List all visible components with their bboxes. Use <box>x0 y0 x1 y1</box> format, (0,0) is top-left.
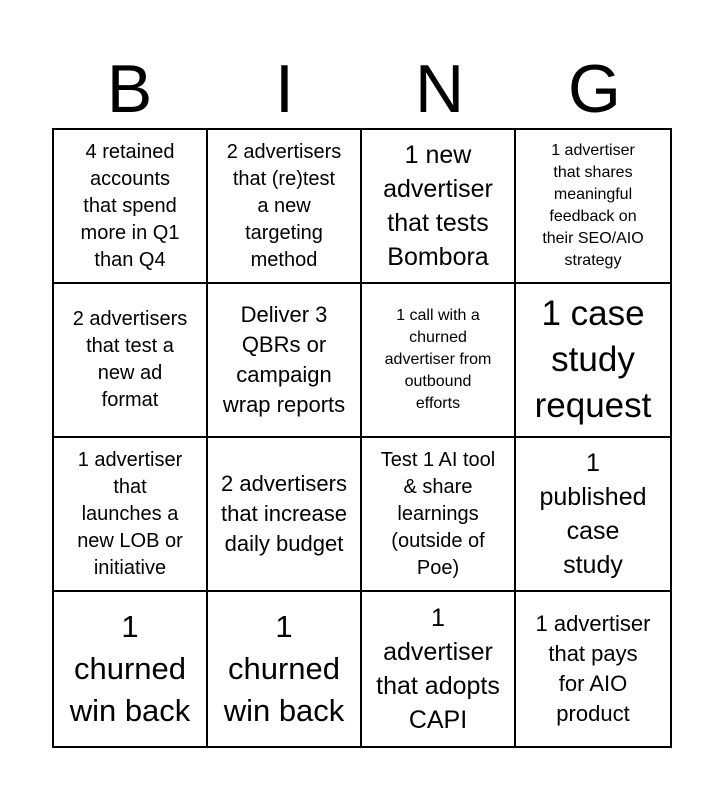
bingo-cell-r2c3[interactable] <box>362 284 516 438</box>
bingo-cell-text: 1 new advertiser that tests Bombora <box>383 141 493 271</box>
bingo-board <box>52 128 672 748</box>
bingo-cell-r3c3[interactable] <box>362 438 516 592</box>
bingo-cell-r3c1[interactable] <box>54 438 208 592</box>
bingo-cell-text: 1 call with a churned advertiser from outbound efforts <box>384 307 492 412</box>
bingo-cell-text: 2 advertisers that test a new ad format <box>72 308 188 411</box>
bingo-cell-text: 1 advertiser that shares meaningful feedback on their SEO/AIO strategy <box>542 142 644 269</box>
bingo-cell-r1c3[interactable] <box>362 130 516 284</box>
bingo-cell-text: 1 advertiser that launches a new LOB or initiative <box>77 448 183 579</box>
bingo-cell-r2c2[interactable] <box>208 284 362 438</box>
header-letter-i: I <box>275 51 294 127</box>
bingo-cell-r3c4[interactable] <box>516 438 670 592</box>
bingo-cell-text: 1 advertiser that adopts CAPI <box>376 604 500 734</box>
bingo-cell-r1c4[interactable] <box>516 130 670 284</box>
header-letter-b: B <box>106 51 153 127</box>
bingo-cell-r4c2[interactable] <box>208 592 362 746</box>
bingo-cell-r3c2[interactable] <box>208 438 362 592</box>
bingo-cell-r4c3[interactable] <box>362 592 516 746</box>
bingo-cell-r4c4[interactable] <box>516 592 670 746</box>
bingo-cell-text: Deliver 3 QBRs or campaign wrap reports <box>222 302 346 417</box>
bingo-cell-text: 1 churned win back <box>223 609 345 728</box>
header-letter-n: N <box>414 51 465 127</box>
bingo-cell-text: 4 retained accounts that spend more in Q1 than Q4 <box>80 140 180 271</box>
bingo-cell-r2c1[interactable] <box>54 284 208 438</box>
bingo-cell-text: 2 advertisers that increase daily budget <box>221 471 347 556</box>
bingo-cell-r2c4[interactable] <box>516 284 670 438</box>
bingo-cell-text: Test 1 AI tool & share learnings (outside of Poe) <box>380 448 496 579</box>
bingo-cell-r1c1[interactable] <box>54 130 208 284</box>
header-letter-g: G <box>568 51 621 127</box>
bingo-cell-r1c2[interactable] <box>208 130 362 284</box>
bingo-header <box>52 50 672 128</box>
bingo-cell-text: 1 published case study <box>539 449 647 579</box>
bingo-cell-text: 1 case study request <box>534 294 652 425</box>
bingo-cell-r4c1[interactable] <box>54 592 208 746</box>
bingo-cell-text: 1 advertiser that pays for AIO product <box>535 611 651 726</box>
bingo-cell-text: 2 advertisers that (re)test a new targeting method <box>226 140 342 271</box>
bingo-cell-text: 1 churned win back <box>69 609 191 728</box>
